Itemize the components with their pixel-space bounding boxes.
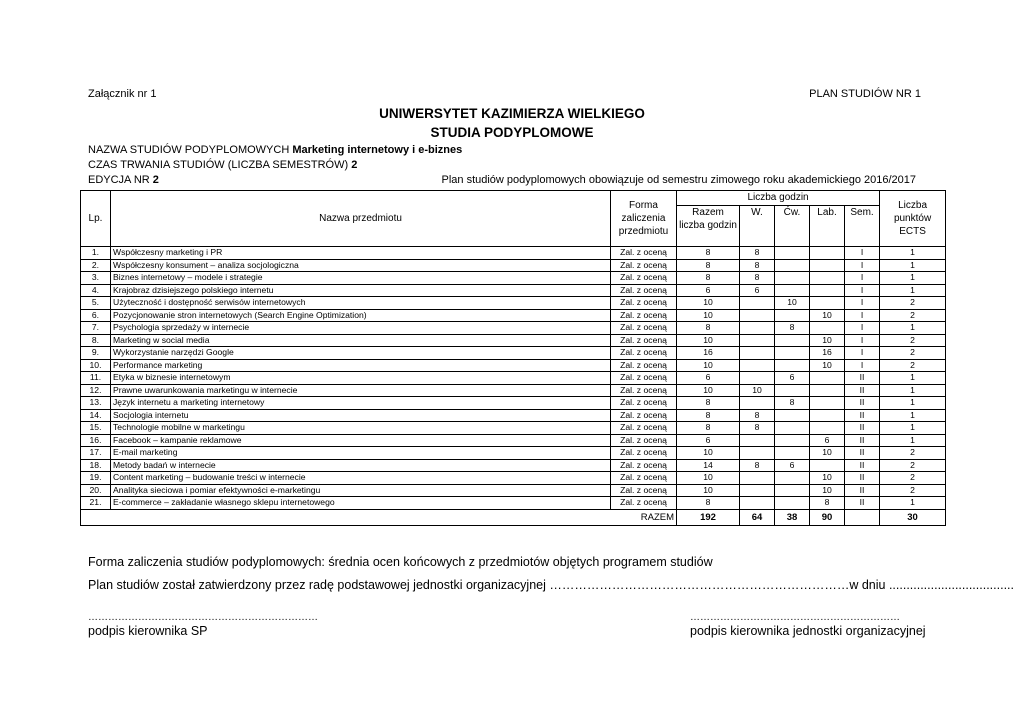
row-w-hours: [740, 297, 775, 310]
row-semester: I: [845, 309, 880, 322]
row-form: Zal. z oceną: [611, 397, 677, 410]
row-semester: II: [845, 447, 880, 460]
row-semester: I: [845, 247, 880, 260]
row-total-hours: 8: [677, 259, 740, 272]
table-row: [81, 484, 946, 497]
row-form: Zal. z oceną: [611, 459, 677, 472]
row-total-hours: 10: [677, 447, 740, 460]
row-ects: 1: [880, 397, 946, 410]
row-total-hours: 6: [677, 372, 740, 385]
row-lab-hours: [810, 422, 845, 435]
signature-left-label: podpis kierownika SP: [88, 624, 208, 638]
row-semester: II: [845, 434, 880, 447]
row-w-hours: [740, 372, 775, 385]
row-lab-hours: 10: [810, 472, 845, 485]
row-cw-hours: [775, 334, 810, 347]
row-lab-hours: [810, 322, 845, 335]
row-total-hours: 8: [677, 422, 740, 435]
row-total-hours: 8: [677, 322, 740, 335]
row-w-hours: [740, 334, 775, 347]
row-cw-hours: [775, 484, 810, 497]
row-form: Zal. z oceną: [611, 422, 677, 435]
row-semester: I: [845, 334, 880, 347]
row-subject-name: Krajobraz dzisiejszego polskiego internetu: [111, 284, 611, 297]
totals-w: 64: [740, 509, 775, 525]
cw-header: Ćw.: [775, 206, 810, 247]
row-total-hours: 10: [677, 334, 740, 347]
row-semester: I: [845, 284, 880, 297]
row-lp: 2.: [81, 259, 111, 272]
table-row: [81, 359, 946, 372]
study-type-title: STUDIA PODYPLOMOWE: [430, 125, 594, 140]
row-ects: 1: [880, 372, 946, 385]
edition-line: [88, 174, 159, 186]
table-row: [81, 497, 946, 510]
row-subject-name: Pozycjonowanie stron internetowych (Search Engine Optimization): [111, 309, 611, 322]
row-cw-hours: 8: [775, 322, 810, 335]
row-w-hours: 8: [740, 459, 775, 472]
row-total-hours: 8: [677, 409, 740, 422]
row-cw-hours: [775, 309, 810, 322]
row-ects: 2: [880, 334, 946, 347]
row-lab-hours: 6: [810, 434, 845, 447]
signature-right-label: podpis kierownika jednostki organizacyjnej: [690, 624, 926, 638]
row-cw-hours: [775, 472, 810, 485]
row-ects: 1: [880, 272, 946, 285]
row-subject-name: Socjologia internetu: [111, 409, 611, 422]
totals-label: RAZEM: [81, 509, 677, 525]
row-subject-name: Etyka w biznesie internetowym: [111, 372, 611, 385]
row-cw-hours: [775, 284, 810, 297]
study-plan-table: [80, 190, 946, 526]
row-subject-name: Psychologia sprzedaży w internecie: [111, 322, 611, 335]
row-lp: 21.: [81, 497, 111, 510]
row-total-hours: 10: [677, 384, 740, 397]
row-lp: 4.: [81, 284, 111, 297]
table-row: [81, 309, 946, 322]
row-subject-name: Współczesny konsument – analiza socjologiczna: [111, 259, 611, 272]
row-w-hours: 10: [740, 384, 775, 397]
row-lab-hours: [810, 297, 845, 310]
row-lp: 20.: [81, 484, 111, 497]
row-cw-hours: 6: [775, 459, 810, 472]
row-form: Zal. z oceną: [611, 434, 677, 447]
row-ects: 2: [880, 347, 946, 360]
row-lab-hours: 10: [810, 309, 845, 322]
row-w-hours: [740, 322, 775, 335]
row-lp: 11.: [81, 372, 111, 385]
row-semester: II: [845, 484, 880, 497]
study-name-line: [88, 144, 462, 156]
row-form: Zal. z oceną: [611, 322, 677, 335]
row-semester: II: [845, 497, 880, 510]
table-row: [81, 372, 946, 385]
row-w-hours: [740, 434, 775, 447]
table-row: [81, 409, 946, 422]
row-cw-hours: [775, 359, 810, 372]
row-lp: 6.: [81, 309, 111, 322]
row-semester: I: [845, 297, 880, 310]
approval-text: Plan studiów został zatwierdzony przez radę podstawowej jednostki organizacyjnej ………………………………………………………………w dniu ....................................: [88, 578, 1014, 592]
row-form: Zal. z oceną: [611, 284, 677, 297]
ects-header: Liczba punktów ECTS: [880, 191, 946, 247]
row-total-hours: 8: [677, 397, 740, 410]
row-cw-hours: [775, 409, 810, 422]
row-semester: II: [845, 422, 880, 435]
duration-value: 2: [351, 159, 358, 171]
row-total-hours: 10: [677, 297, 740, 310]
row-semester: II: [845, 397, 880, 410]
lp-header: Lp.: [81, 191, 111, 247]
study-name-value: Marketing internetowy i e-biznes: [292, 144, 463, 156]
row-form: Zal. z oceną: [611, 309, 677, 322]
totals-sem: [845, 509, 880, 525]
row-semester: I: [845, 359, 880, 372]
table-row: [81, 472, 946, 485]
table-row: [81, 459, 946, 472]
row-cw-hours: [775, 247, 810, 260]
table-row: [81, 334, 946, 347]
row-form: Zal. z oceną: [611, 484, 677, 497]
plan-number: PLAN STUDIÓW NR 1: [809, 88, 921, 100]
row-lp: 7.: [81, 322, 111, 335]
row-lp: 12.: [81, 384, 111, 397]
row-lp: 15.: [81, 422, 111, 435]
signature-line-right: ………………………………………………………: [690, 612, 900, 623]
row-subject-name: Wykorzystanie narzędzi Google: [111, 347, 611, 360]
table-row: [81, 397, 946, 410]
attachment-label: Załącznik nr 1: [88, 88, 157, 100]
row-lp: 5.: [81, 297, 111, 310]
row-cw-hours: [775, 447, 810, 460]
totals-row: [81, 509, 946, 525]
row-w-hours: 8: [740, 247, 775, 260]
row-lab-hours: 10: [810, 447, 845, 460]
row-lab-hours: 16: [810, 347, 845, 360]
row-w-hours: 8: [740, 409, 775, 422]
totals-cw: 38: [775, 509, 810, 525]
row-lab-hours: [810, 372, 845, 385]
row-lab-hours: [810, 259, 845, 272]
row-w-hours: [740, 359, 775, 372]
row-ects: 1: [880, 384, 946, 397]
row-cw-hours: 10: [775, 297, 810, 310]
lab-header: Lab.: [810, 206, 845, 247]
w-header: W.: [740, 206, 775, 247]
row-ects: 2: [880, 472, 946, 485]
duration-label: CZAS TRWANIA STUDIÓW (LICZBA SEMESTRÓW): [88, 159, 352, 171]
row-w-hours: [740, 347, 775, 360]
row-lp: 1.: [81, 247, 111, 260]
row-semester: II: [845, 384, 880, 397]
row-semester: II: [845, 409, 880, 422]
row-lp: 10.: [81, 359, 111, 372]
row-lab-hours: 8: [810, 497, 845, 510]
table-row: [81, 434, 946, 447]
table-row: [81, 384, 946, 397]
row-w-hours: 8: [740, 272, 775, 285]
table-row: [81, 322, 946, 335]
row-form: Zal. z oceną: [611, 272, 677, 285]
row-semester: I: [845, 259, 880, 272]
table-row: [81, 297, 946, 310]
row-lab-hours: [810, 247, 845, 260]
row-ects: 2: [880, 447, 946, 460]
row-form: Zal. z oceną: [611, 384, 677, 397]
row-form: Zal. z oceną: [611, 297, 677, 310]
row-cw-hours: [775, 497, 810, 510]
row-form: Zal. z oceną: [611, 372, 677, 385]
validity-note: Plan studiów podyplomowych obowiązuje od semestru zimowego roku akademickiego 2016/2017: [441, 174, 916, 186]
table-row: [81, 447, 946, 460]
row-subject-name: Język internetu a marketing internetowy: [111, 397, 611, 410]
row-lp: 3.: [81, 272, 111, 285]
row-lab-hours: [810, 384, 845, 397]
row-lab-hours: [810, 409, 845, 422]
row-ects: 1: [880, 259, 946, 272]
row-semester: II: [845, 459, 880, 472]
row-cw-hours: [775, 434, 810, 447]
row-subject-name: Marketing w social media: [111, 334, 611, 347]
row-lp: 16.: [81, 434, 111, 447]
row-form: Zal. z oceną: [611, 447, 677, 460]
row-total-hours: 8: [677, 497, 740, 510]
row-lp: 17.: [81, 447, 111, 460]
row-total-hours: 16: [677, 347, 740, 360]
row-ects: 2: [880, 359, 946, 372]
duration-line: [88, 159, 357, 171]
row-w-hours: [740, 497, 775, 510]
row-cw-hours: 6: [775, 372, 810, 385]
row-ects: 2: [880, 484, 946, 497]
row-semester: II: [845, 372, 880, 385]
totals-ects: 30: [880, 509, 946, 525]
row-ects: 1: [880, 284, 946, 297]
row-lab-hours: [810, 272, 845, 285]
row-lab-hours: 10: [810, 334, 845, 347]
table-row: [81, 247, 946, 260]
table-header-row: [81, 191, 946, 206]
table-row: [81, 347, 946, 360]
table-body: [81, 247, 946, 510]
row-lab-hours: [810, 459, 845, 472]
row-lab-hours: [810, 284, 845, 297]
row-form: Zal. z oceną: [611, 497, 677, 510]
row-cw-hours: 8: [775, 397, 810, 410]
row-lp: 18.: [81, 459, 111, 472]
row-w-hours: 8: [740, 422, 775, 435]
row-subject-name: Performance marketing: [111, 359, 611, 372]
hours-header: Liczba godzin: [677, 191, 880, 206]
row-semester: II: [845, 472, 880, 485]
row-lab-hours: 10: [810, 484, 845, 497]
row-total-hours: 8: [677, 272, 740, 285]
row-total-hours: 10: [677, 484, 740, 497]
subject-header: Nazwa przedmiotu: [111, 191, 611, 247]
row-total-hours: 10: [677, 309, 740, 322]
row-subject-name: Współczesny marketing i PR: [111, 247, 611, 260]
sem-header: Sem.: [845, 206, 880, 247]
row-form: Zal. z oceną: [611, 409, 677, 422]
row-subject-name: E-commerce – zakładanie własnego sklepu internetowego: [111, 497, 611, 510]
row-lp: 13.: [81, 397, 111, 410]
row-lp: 19.: [81, 472, 111, 485]
totals-lab: 90: [810, 509, 845, 525]
row-subject-name: Użyteczność i dostępność serwisów internetowych: [111, 297, 611, 310]
row-ects: 2: [880, 309, 946, 322]
row-subject-name: Prawne uwarunkowania marketingu w internecie: [111, 384, 611, 397]
row-w-hours: [740, 309, 775, 322]
signature-line-left: ……………………………………………………………: [88, 612, 318, 623]
row-cw-hours: [775, 384, 810, 397]
row-semester: I: [845, 347, 880, 360]
row-w-hours: 6: [740, 284, 775, 297]
row-w-hours: [740, 484, 775, 497]
row-ects: 2: [880, 459, 946, 472]
row-ects: 1: [880, 322, 946, 335]
row-lab-hours: 10: [810, 359, 845, 372]
row-form: Zal. z oceną: [611, 359, 677, 372]
table-row: [81, 284, 946, 297]
form-header: Forma zaliczenia przedmiotu: [611, 191, 677, 247]
total-hours-header: Razem liczba godzin: [677, 206, 740, 247]
table-row: [81, 272, 946, 285]
totals-hours: 192: [677, 509, 740, 525]
row-form: Zal. z oceną: [611, 259, 677, 272]
row-ects: 1: [880, 434, 946, 447]
row-w-hours: [740, 397, 775, 410]
edition-label: EDYCJA NR: [88, 174, 153, 186]
row-cw-hours: [775, 272, 810, 285]
row-semester: I: [845, 322, 880, 335]
row-form: Zal. z oceną: [611, 334, 677, 347]
row-ects: 2: [880, 297, 946, 310]
row-lp: 14.: [81, 409, 111, 422]
row-lp: 8.: [81, 334, 111, 347]
row-cw-hours: [775, 422, 810, 435]
row-lp: 9.: [81, 347, 111, 360]
row-cw-hours: [775, 347, 810, 360]
row-form: Zal. z oceną: [611, 247, 677, 260]
row-subject-name: E-mail marketing: [111, 447, 611, 460]
row-lab-hours: [810, 397, 845, 410]
study-name-label: NAZWA STUDIÓW PODYPLOMOWYCH: [88, 144, 293, 156]
row-ects: 1: [880, 409, 946, 422]
row-total-hours: 6: [677, 434, 740, 447]
row-subject-name: Metody badań w internecie: [111, 459, 611, 472]
university-title: UNIWERSYTET KAZIMIERZA WIELKIEGO: [379, 106, 645, 121]
row-ects: 1: [880, 422, 946, 435]
row-ects: 1: [880, 247, 946, 260]
row-total-hours: 10: [677, 472, 740, 485]
row-total-hours: 8: [677, 247, 740, 260]
row-form: Zal. z oceną: [611, 472, 677, 485]
row-subject-name: Technologie mobilne w marketingu: [111, 422, 611, 435]
row-w-hours: [740, 472, 775, 485]
row-total-hours: 6: [677, 284, 740, 297]
row-ects: 1: [880, 497, 946, 510]
row-subject-name: Facebook – kampanie reklamowe: [111, 434, 611, 447]
row-subject-name: Analityka sieciowa i pomiar efektywności e-marketingu: [111, 484, 611, 497]
row-total-hours: 14: [677, 459, 740, 472]
row-w-hours: [740, 447, 775, 460]
row-subject-name: Biznes internetowy – modele i strategie: [111, 272, 611, 285]
row-semester: I: [845, 272, 880, 285]
completion-form-text: Forma zaliczenia studiów podyplomowych: średnia ocen końcowych z przedmiotów objętych programem studiów: [88, 555, 713, 569]
table-row: [81, 422, 946, 435]
row-total-hours: 10: [677, 359, 740, 372]
row-form: Zal. z oceną: [611, 347, 677, 360]
table-row: [81, 259, 946, 272]
row-w-hours: 8: [740, 259, 775, 272]
row-cw-hours: [775, 259, 810, 272]
edition-value: 2: [152, 174, 159, 186]
row-subject-name: Content marketing – budowanie treści w internecie: [111, 472, 611, 485]
